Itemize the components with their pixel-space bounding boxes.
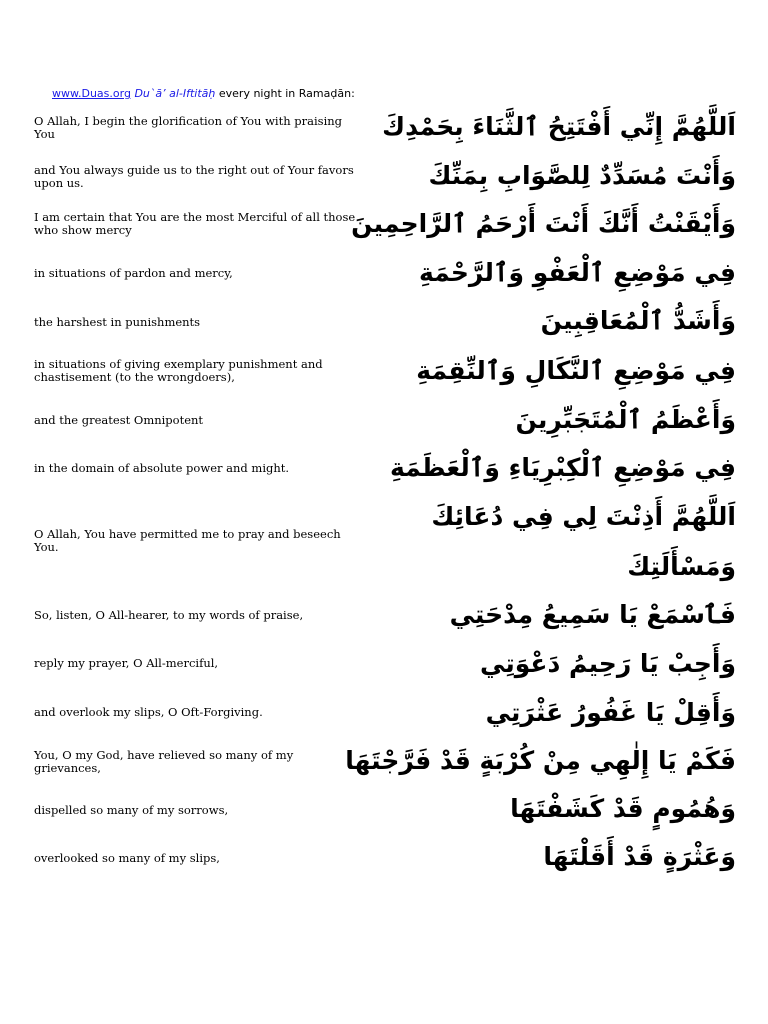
english-translation: in situations of pardon and mercy, xyxy=(34,266,233,280)
arabic-verse: وَأَنْتَ مُسَدِّدٌ لِلصَّوَابِ بِمَنِّكَ xyxy=(428,161,736,190)
source-link[interactable]: www.Duas.org xyxy=(52,87,131,100)
arabic-verse: وَأَعْظَمُ ٱلْمُتَجَبِّرِينَ xyxy=(515,405,736,434)
arabic-verse: وَأَقِلْ يَا غَفُورُ عَثْرَتِي xyxy=(485,698,736,727)
english-translation: I am certain that You are the most Merciful of all those who show mercy xyxy=(34,210,356,237)
arabic-verse: اَللَّهُمَّ أَذِنْتَ لِي فِي دُعَائِكَ xyxy=(431,502,736,531)
header-suffix: every night in Ramaḍān: xyxy=(215,87,355,100)
arabic-verse: وَأَشَدُّ ٱلْمُعَاقِبِينَ xyxy=(540,306,736,335)
arabic-verse: فِي مَوْضِعِ ٱلْكِبْرِيَاءِ وَٱلْعَظَمَةِ xyxy=(389,453,736,482)
arabic-verse: وَأَيْقَنْتُ أَنَّكَ أَنْتَ أَرْحَمُ ٱلرَّاحِمِينَ xyxy=(351,209,736,238)
english-translation: in situations of giving exemplary punishment and chastisement (to the wrongdoers), xyxy=(34,357,323,384)
english-translation: reply my prayer, O All-merciful, xyxy=(34,656,219,670)
arabic-verse: فَٱسْمَعْ يَا سَمِيعُ مِدْحَتِي xyxy=(449,600,736,629)
english-translation: You, O my God, have relieved so many of my grievances, xyxy=(34,748,294,775)
arabic-verse: فِي مَوْضِعِ ٱلنَّكَالِ وَٱلنِّقِمَةِ xyxy=(416,356,736,385)
arabic-verse: فِي مَوْضِعِ ٱلْعَفْوِ وَٱلرَّحْمَةِ xyxy=(418,258,736,287)
english-translation: overlooked so many of my slips, xyxy=(34,851,220,865)
arabic-verse: وَأَجِبْ يَا رَحِيمُ دَعْوَتِي xyxy=(480,649,736,678)
english-translation: and You always guide us to the right out of Your favors upon us. xyxy=(34,163,354,190)
english-translation: So, listen, O All-hearer, to my words of praise, xyxy=(34,608,304,622)
arabic-verse: وَهُمُومٍ قَدْ كَشَفْتَهَا xyxy=(510,794,736,823)
english-translation: and overlook my slips, O Oft-Forgiving. xyxy=(34,705,263,719)
english-translation: O Allah, You have permitted me to pray and beseech You. xyxy=(34,527,341,554)
arabic-verse: اَللَّهُمَّ إِنِّي أَفْتَتِحُ ٱلثَّنَاءَ بِحَمْدِكَ xyxy=(382,112,736,141)
english-translation: in the domain of absolute power and might. xyxy=(34,461,290,475)
english-translation: and the greatest Omnipotent xyxy=(34,413,204,427)
dua-title: Du`ā’ al-Iftitāḥ xyxy=(134,87,216,100)
english-translation: the harshest in punishments xyxy=(34,315,201,329)
english-translation: O Allah, I begin the glorification of You with praising You xyxy=(34,114,343,141)
arabic-verse: فَكَمْ يَا إِلٰهِي مِنْ كُرْبَةٍ قَدْ فَرَّجْتَهَا xyxy=(345,746,736,775)
english-translation: dispelled so many of my sorrows, xyxy=(34,803,229,817)
arabic-verse-continuation: وَمَسْأَلَتِكَ xyxy=(627,552,736,581)
arabic-verse: وَعَثْرَةٍ قَدْ أَقَلْتَهَا xyxy=(543,842,736,871)
